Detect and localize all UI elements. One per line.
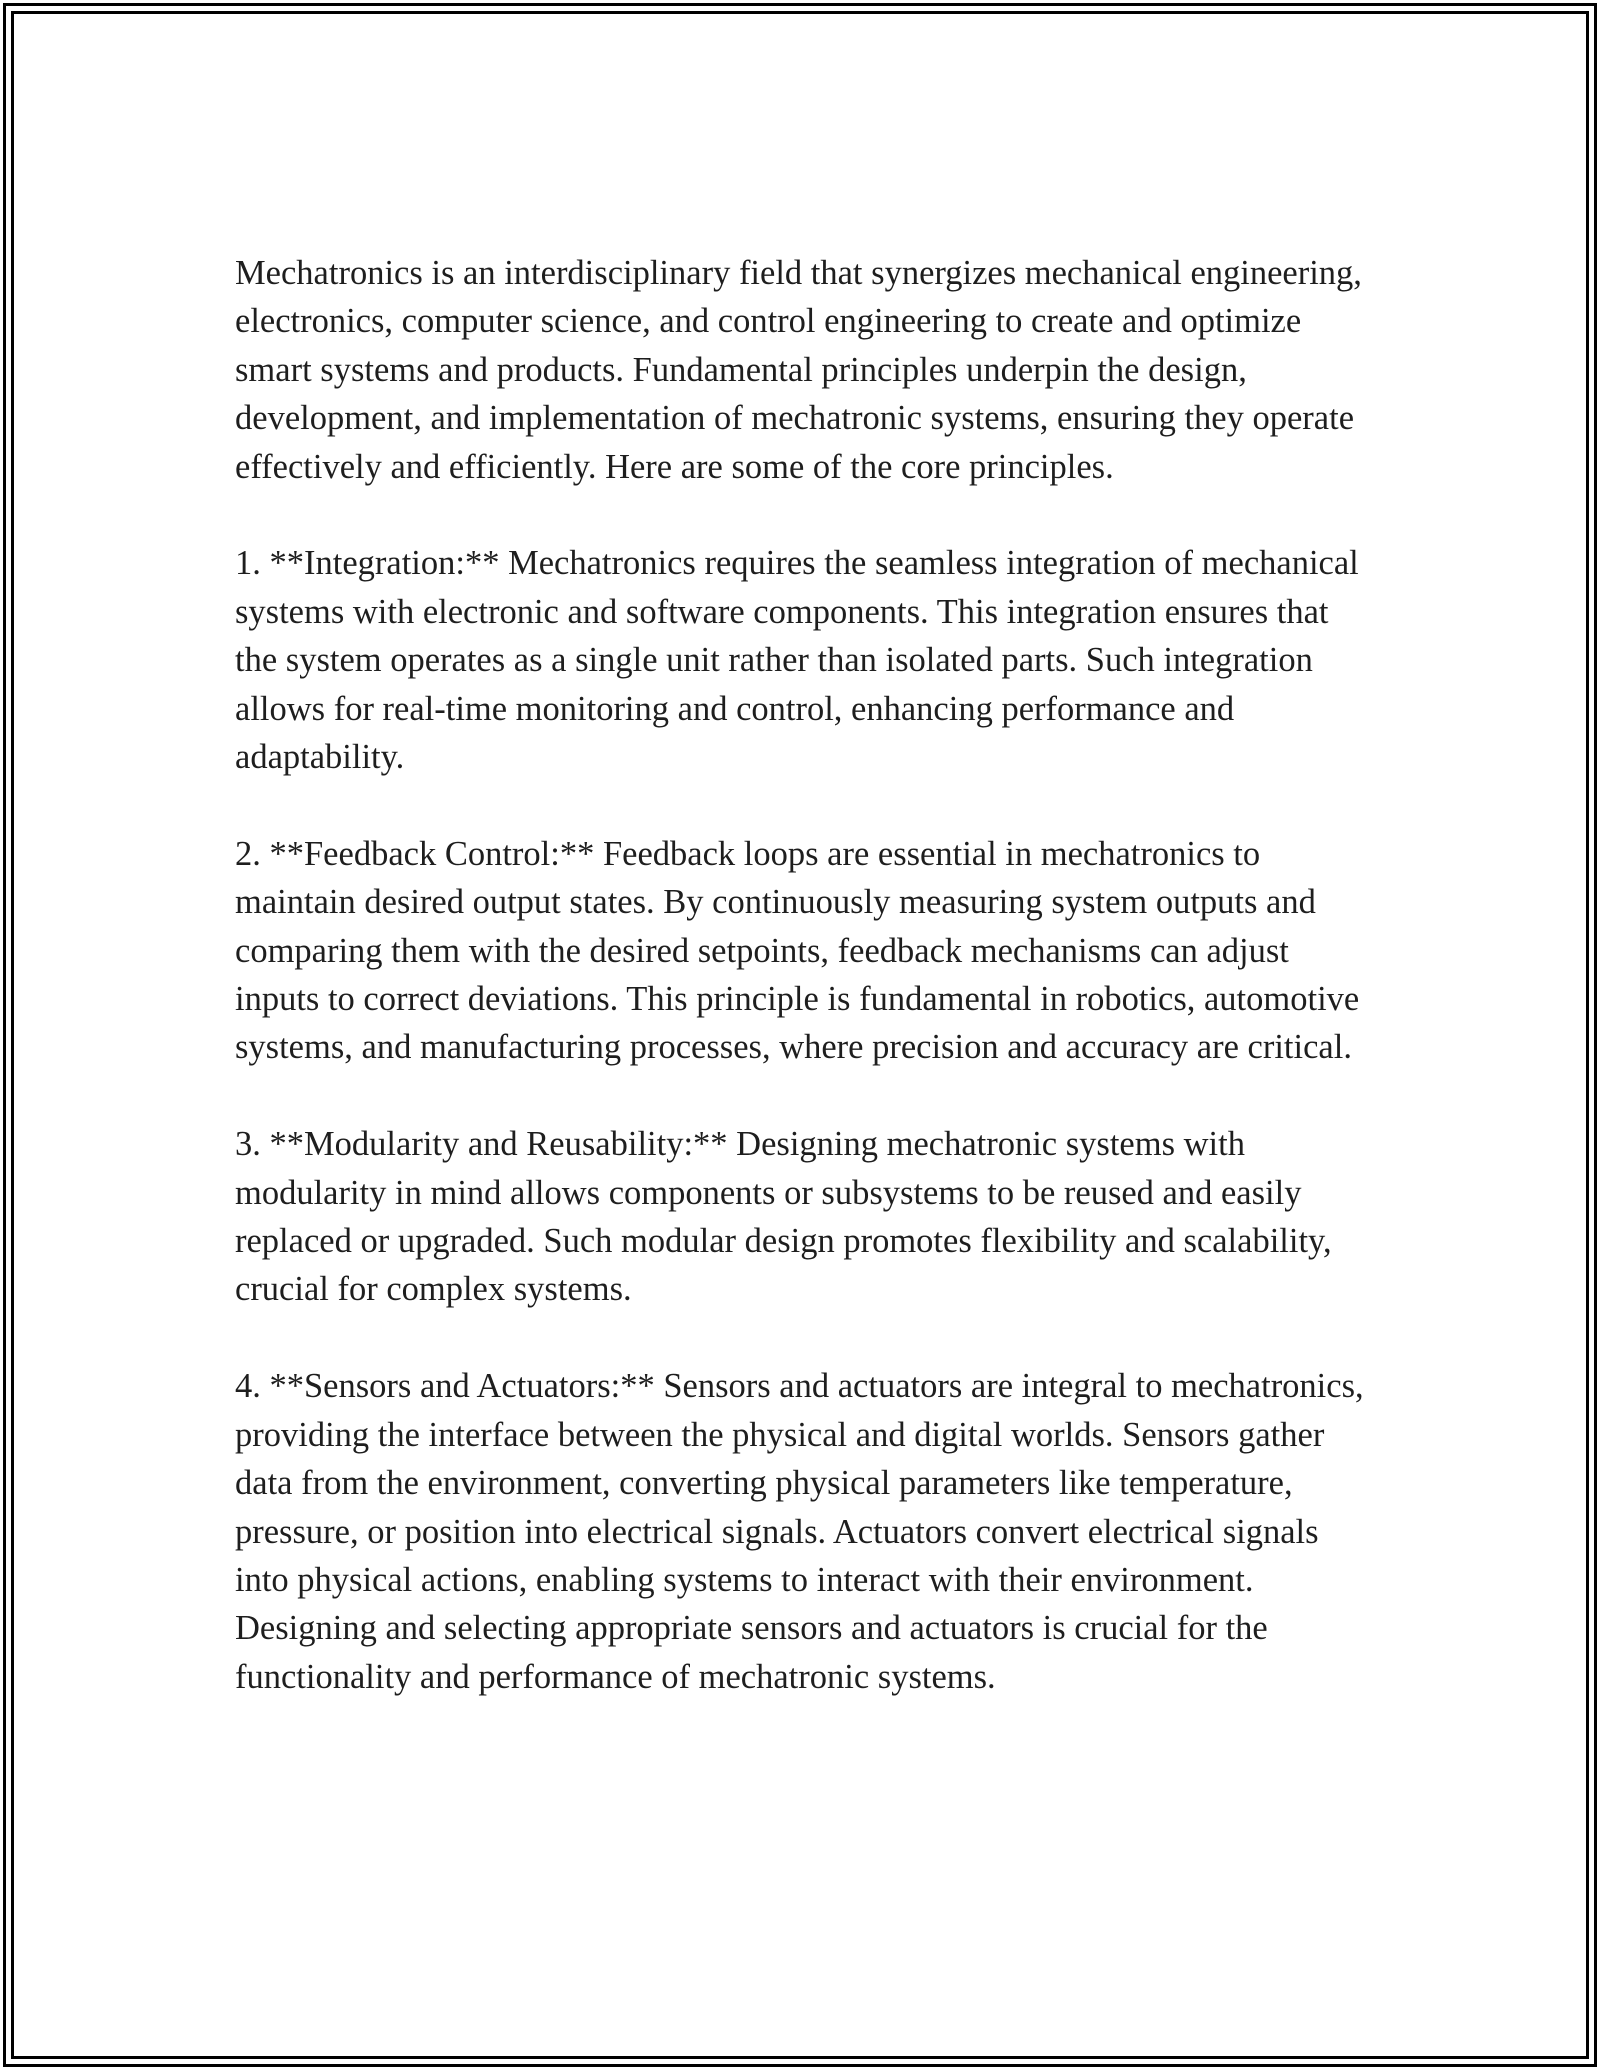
- principle-integration: 1. **Integration:** Mechatronics requires the seamless integration of mechanical systems with electronic and software components. This integration ensures that the system operates as a single unit rather than isolated parts. Such integration allows for real-time monitoring and control, enhancing performance and adaptability.: [235, 544, 1359, 777]
- principle-sensors-actuators: 4. **Sensors and Actuators:** Sensors and actuators are integral to mechatronics, providing the interface between the physical and digital worlds. Sensors gather data from the environment, converting physical parameters like temperature, pressure, or position into electrical signals. Actuators convert electrical signals into physical actions, enabling systems to interact with their environment. Designing and selecting appropriate sensors and actuators is crucial for the functionality and performance of mechatronic systems.: [235, 1367, 1364, 1696]
- principle-feedback-control: 2. **Feedback Control:** Feedback loops are essential in mechatronics to maintain desired output states. By continuously measuring system outputs and comparing them with the desired setpoints, feedback mechanisms can adjust inputs to correct deviations. This principle is fundamental in robotics, automotive systems, and manufacturing processes, where precision and accuracy are critical.: [235, 834, 1360, 1067]
- document-body: [235, 249, 1375, 1701]
- intro-paragraph: Mechatronics is an interdisciplinary field that synergizes mechanical engineering, electronics, computer science, and control engineering to create and optimize smart systems and products. Fundamental principles underpin the design, development, and implementation of mechatronic systems, ensuring they operate effectively and efficiently. Here are some of the core principles.: [235, 254, 1362, 486]
- principle-modularity: 3. **Modularity and Reusability:** Designing mechatronic systems with modularity in mind allows components or subsystems to be reused and easily replaced or upgraded. Such modular design promotes flexibility and scalability, crucial for complex systems.: [235, 1125, 1332, 1309]
